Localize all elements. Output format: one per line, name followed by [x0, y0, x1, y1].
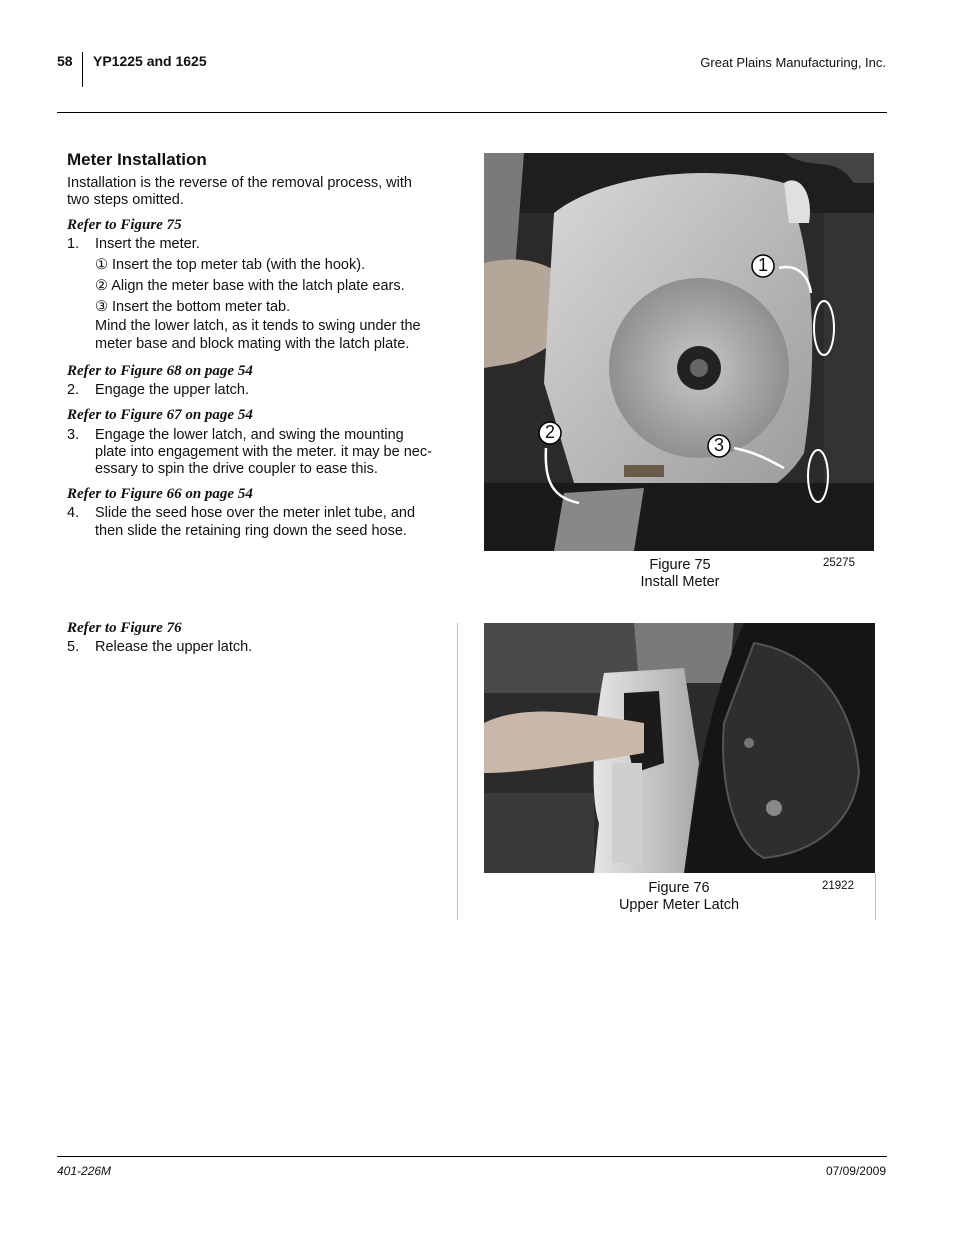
step-3-line-2: plate into engagement with the meter. it may be nec- [95, 444, 432, 460]
step-2-number: 2. [67, 382, 80, 398]
intro-line-2: two steps omitted. [67, 192, 184, 208]
step-1-text: Insert the meter. [95, 236, 200, 252]
step-1-substep-1: ① Insert the top meter tab (with the hook). [95, 257, 366, 273]
figure-75-callout-1: 1 [757, 255, 768, 275]
step-4-line-1: Slide the seed hose over the meter inlet tube, and [95, 505, 416, 521]
step-2 [67, 382, 467, 399]
header-divider [82, 52, 83, 87]
step-3 [67, 427, 467, 479]
intro-line-1: Installation is the reverse of the removal process, with [67, 175, 412, 191]
header-rule [57, 112, 887, 113]
step-3-line-1: Engage the lower latch, and swing the mounting [95, 427, 404, 443]
reference-figure-67: Refer to Figure 67 on page 54 [67, 407, 253, 423]
section-title: Meter Installation [67, 150, 207, 169]
step-4 [67, 505, 467, 540]
step-2-text: Engage the upper latch. [95, 382, 249, 398]
step-3-line-3: essary to spin the drive coupler to ease this. [95, 461, 378, 477]
footer-doc-number: 401-226M [57, 1164, 112, 1178]
footer-rule [57, 1156, 887, 1157]
figure-76-photo [484, 623, 875, 873]
step-1-note-line-2: meter base and block mating with the latch plate. [95, 336, 410, 352]
step-1-note-line-1: Mind the lower latch, as it tends to swing under the [95, 318, 421, 334]
figure-75-callout-2: 2 [544, 422, 555, 442]
figure-75-callout-3: 3 [713, 435, 724, 455]
step-1-substep-3: ③ Insert the bottom meter tab. [95, 299, 291, 315]
page-number: 58 [57, 53, 73, 69]
reference-figure-76: Refer to Figure 76 [67, 620, 182, 636]
figure-75-photo [484, 153, 874, 551]
figure-76-caption-number: Figure 76 [648, 880, 710, 896]
figure-75-caption-title: Install Meter [640, 574, 720, 590]
figure-75-id: 25275 [823, 557, 855, 569]
header-model: YP1225 and 1625 [93, 53, 207, 69]
step-1 [67, 236, 467, 253]
figure-75-caption-number: Figure 75 [649, 557, 711, 573]
reference-figure-68: Refer to Figure 68 on page 54 [67, 363, 253, 379]
reference-figure-66: Refer to Figure 66 on page 54 [67, 486, 253, 502]
figure-76-right-rule [875, 873, 876, 920]
step-5-text: Release the upper latch. [95, 639, 253, 655]
figure-76-caption-title: Upper Meter Latch [618, 897, 740, 913]
footer-date: 07/09/2009 [825, 1164, 886, 1178]
step-5 [67, 639, 467, 656]
step-1-substep-2: ② Align the meter base with the latch plate ears. [95, 278, 405, 294]
step-5-number: 5. [67, 639, 80, 655]
step-4-line-2: then slide the retaining ring down the seed hose. [95, 523, 407, 539]
header-company: Great Plains Manufacturing, Inc. [700, 55, 886, 70]
figure-76-id: 21922 [822, 880, 854, 892]
step-1-number: 1. [67, 236, 80, 252]
step-4-number: 4. [67, 505, 80, 521]
figure-76-left-rule [457, 623, 458, 920]
step-3-number: 3. [67, 427, 80, 443]
reference-figure-75: Refer to Figure 75 [67, 217, 182, 233]
